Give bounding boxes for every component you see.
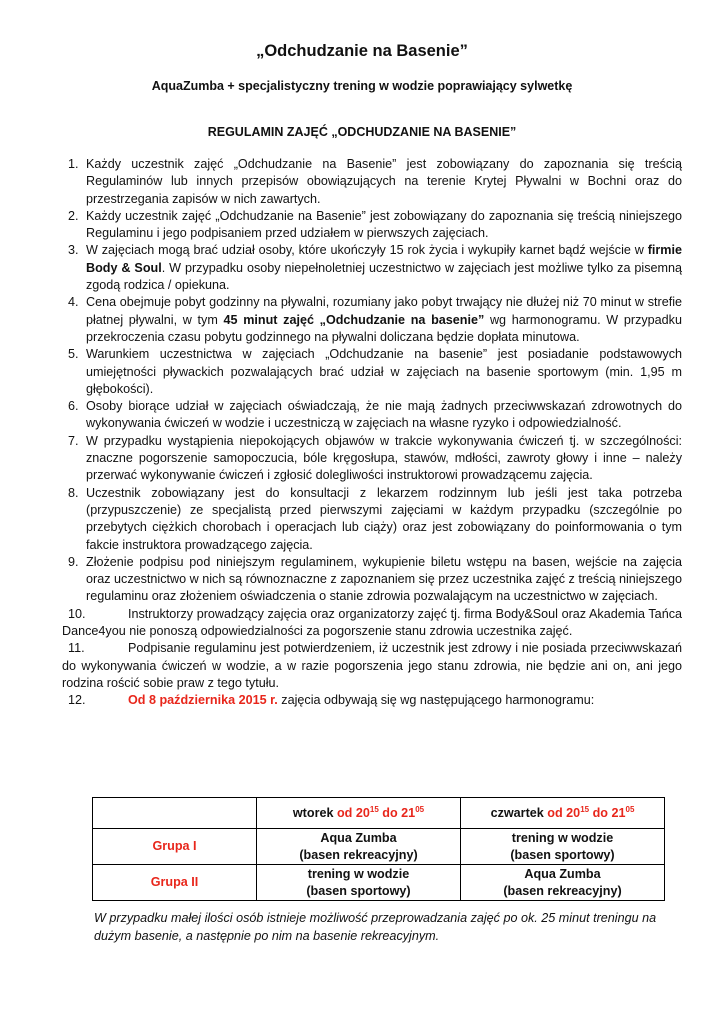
list-item (62, 156, 682, 208)
item-text: Każdy uczestnik zajęć „Odchudzanie na Basenie” jest zobowiązany do zapoznania się treścią Regulaminów lub innych przepisów obowiązujących na terenie Krytej Pływalni w Bochni oraz do przestrzegania zapisów w nich zawartych. (86, 157, 682, 206)
item-number: 11. (68, 641, 85, 656)
item-number: 10. (68, 606, 86, 621)
item-text: Uczestnik zobowiązany jest do konsultacji z lekarzem rodzinnym lub jeśli jest taka potrzeba (przypuszczenie) ze specjalistą przed pierwszymi zajęciami w każdym przypadku (szczególnie po przebytych ciężkich chorobach i operacjach lub ciąży) oraz jest zobowiązany do poinformowania o tym fakcie instruktora prowadzącego zajęcia. (86, 485, 682, 552)
item-number: 3. (68, 243, 79, 258)
list-item (62, 640, 682, 692)
list-item (62, 242, 682, 294)
item-text: Osoby biorące udział w zajęciach oświadczają, że nie mają żadnych przeciwwskazań zdrowotnych do wykonywania ćwiczeń w wodzie i uczestniczą w zajęciach na własne ryzyko i odpowiedzialność. (86, 399, 682, 431)
list-item (62, 208, 682, 243)
item-text: Cena obejmuje pobyt godzinny na pływalni, rozumiany jako pobyt trwający nie dłużej niż 70 minut w strefie płatnej pływalni, w tym (86, 295, 682, 327)
item-number: 9. (68, 554, 79, 569)
list-item (62, 398, 682, 433)
header-cell-thursday (461, 798, 665, 829)
list-item (62, 346, 682, 398)
time-from: od 20 (336, 805, 370, 820)
list-item (62, 294, 682, 346)
pool-name: (basen sportowy) (306, 883, 411, 898)
item-number: 7. (68, 433, 79, 448)
list-item (62, 554, 682, 606)
item-text-bold: firmie Body & Soul (86, 243, 682, 275)
schedule-start-date: Od 8 października 2015 r. (128, 693, 278, 708)
item-number: 12. (68, 693, 86, 708)
time-to-minutes: 05 (625, 804, 635, 814)
item-number: 5. (68, 347, 79, 362)
item-text: Złożenie podpisu pod niniejszym regulaminem, wykupienie biletu wstępu na basen, wejście na zajęcia oraz uczestnictwo w nich są równoznaczne z zapoznaniem się przez uczestnika zajęć z treścią niniejszego regulaminu oraz złożeniem oświadczenia o stanie zdrowia pozwalającym na uczestnictwo w zajęciach. (86, 554, 682, 604)
item-text: W przypadku wystąpienia niepokojących objawów w trakcie wykonywania ćwiczeń tj. w szczególności: znaczne pogorszenie samopoczucia, bóle kręgosłupa, stawów, mdłości, zawroty głowy i inne – należy przerwać wykonywanie ćwiczeń i zgłosić dolegliwości instruktorowi prowadzącemu zajęcia. (86, 433, 682, 483)
page-title: „Odchudzanie na Basenie” (256, 42, 468, 60)
pool-name: (basen rekreacyjny) (503, 883, 622, 898)
item-text: wg harmonogramu. W przypadku przekroczenia czasu pobytu godzinnego na pływalni doliczana będzie dopłata minutowa. (86, 312, 682, 344)
item-text: Podpisanie regulaminu jest potwierdzeniem, iż uczestnik jest zdrowy i nie posiada przeciwwskazań do wykonywania ćwiczeń w wodzie, a w razie pogorszenia jego stanu zdrowia, nie będzie ani on, ani jego rodzina rościć sobie praw z tego tytułu. (62, 641, 682, 690)
schedule-note: W przypadku małej ilości osób istnieje możliwość przeprowadzania zajęć po ok. 25 minut treningu na dużym basenie, a następnie po nim na basenie rekreacyjnym. (94, 911, 657, 943)
item-number: 6. (68, 399, 79, 414)
day-label: wtorek (292, 805, 337, 820)
table-corner-cell (93, 798, 257, 829)
item-text: zajęcia odbywają się wg następującego harmonogramu: (277, 693, 595, 708)
pool-name: (basen sportowy) (510, 847, 615, 862)
item-number: 2. (68, 208, 79, 223)
item-text-bold: 45 minut zajęć „Odchudzanie na basenie” (223, 312, 485, 327)
item-text: Warunkiem uczestnictwa w zajęciach „Odchudzanie na basenie” jest posiadanie podstawowych umiejętności pływackich pozwalających brać udział w zajęciach na basenie sportowym (min. 1,95 m głębokości). (86, 347, 682, 396)
list-item (62, 606, 682, 641)
page-subtitle: AquaZumba + specjalistyczny trening w wodzie poprawiający sylwetkę (151, 79, 573, 93)
table-cell (257, 829, 461, 865)
item-number: 8. (68, 485, 79, 500)
table-header-row (93, 798, 665, 829)
item-number: 1. (68, 157, 79, 171)
rules-list (62, 156, 682, 710)
table-row (93, 865, 665, 901)
table-cell (461, 865, 665, 901)
table-cell (461, 829, 665, 865)
list-item (62, 485, 682, 554)
time-from: od 20 (547, 805, 581, 820)
pool-name: (basen rekreacyjny) (299, 847, 418, 862)
item-number: 4. (68, 295, 79, 310)
time-to: do 21 (589, 805, 626, 820)
item-text: W zajęciach mogą brać udział osoby, które ukończyły 15 rok życia i wykupiły karnet bądź wejście w (86, 243, 648, 258)
activity-name: trening w wodzie (511, 830, 614, 845)
item-text: Każdy uczestnik zajęć „Odchudzanie na Basenie” jest zobowiązany do zapoznania się treścią niniejszego Regulaminu i jego podpisaniem przed udziałem w pierwszych zajęciach. (86, 208, 682, 241)
list-item (62, 433, 682, 485)
activity-name: Aqua Zumba (524, 866, 601, 881)
header-cell-tuesday (257, 798, 461, 829)
activity-name: Aqua Zumba (320, 830, 397, 845)
item-text: Instruktorzy prowadzący zajęcia oraz organizatorzy zajęć tj. firma Body&Soul oraz Akademia Tańca Dance4you nie ponoszą odpowiedzialności za pogorszenie stanu zdrowia uczestnika zajęć. (62, 606, 682, 639)
time-from-minutes: 15 (580, 804, 590, 814)
table-cell (257, 865, 461, 901)
time-to: do 21 (378, 805, 416, 820)
item-text: . W przypadku osoby niepełnoletniej uczestnictwo w zajęciach jest możliwe tylko za pisemną zgodą rodzica / opiekuna. (86, 260, 682, 293)
time-from-minutes: 15 (369, 804, 379, 814)
time-to-minutes: 05 (415, 804, 425, 814)
activity-name: trening w wodzie (307, 866, 410, 881)
group-label: Grupa II (93, 865, 257, 901)
list-item (62, 692, 682, 709)
table-row (93, 829, 665, 865)
schedule-table (92, 797, 665, 901)
day-label: czwartek (490, 805, 548, 820)
regulations-heading: REGULAMIN ZAJĘĆ „ODCHUDZANIE NA BASENIE” (207, 125, 517, 139)
group-label: Grupa I (93, 829, 257, 865)
